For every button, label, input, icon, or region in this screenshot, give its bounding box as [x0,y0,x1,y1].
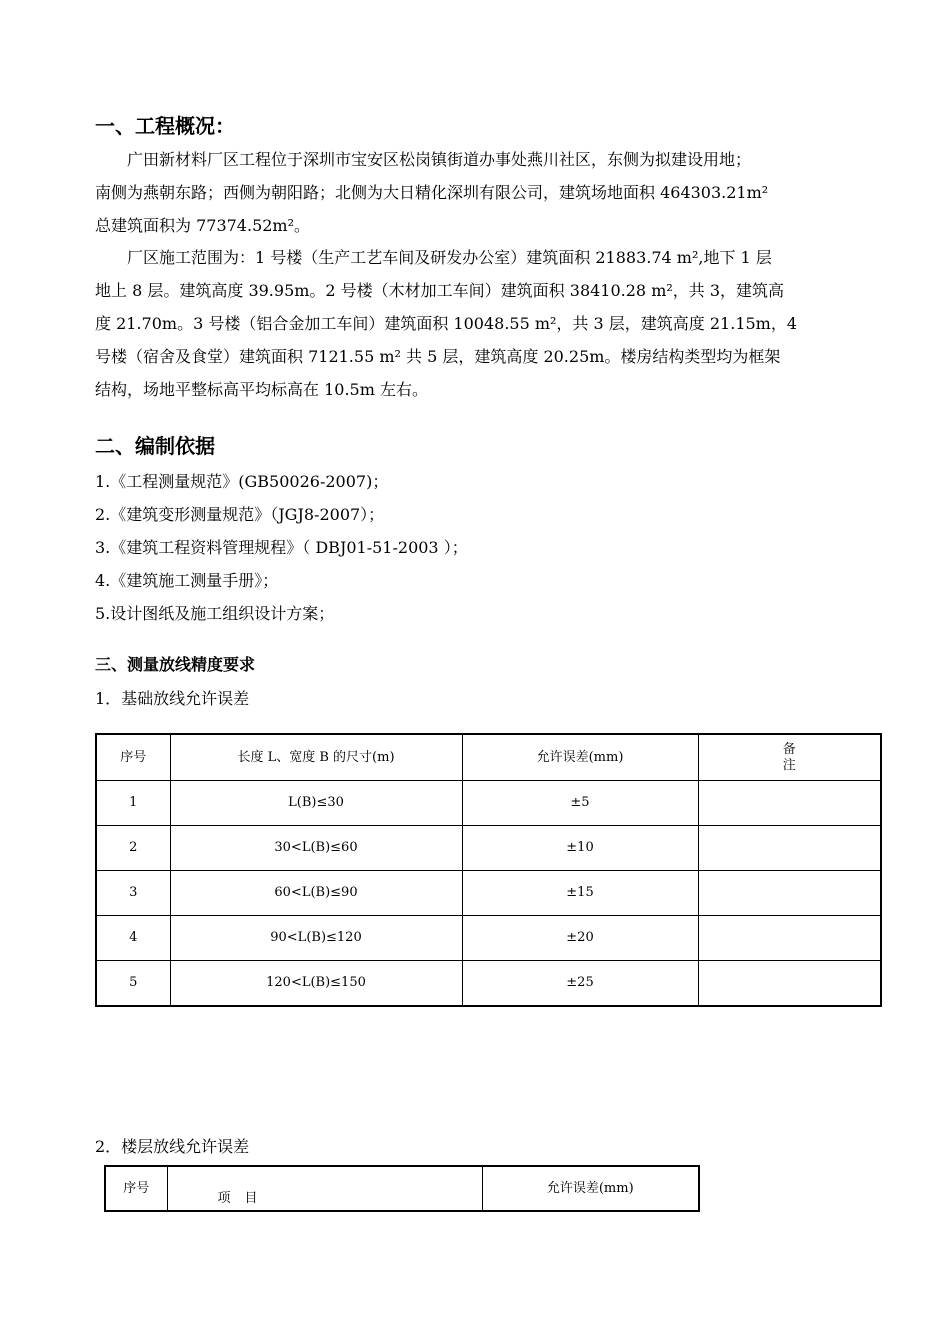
header-dimension: 长度 L、宽度 B 的尺寸(m) [170,734,462,781]
header-tolerance: 允许误差(mm) [482,1166,699,1211]
cell-dimension: 60<L(B)≤90 [170,871,462,916]
cell-tolerance: ±25 [462,961,698,1007]
cell-index: 2 [96,826,170,871]
overview-paragraph-1 [95,143,768,242]
header-tolerance: 允许误差(mm) [462,734,698,781]
basis-item-3: 3.《建筑工程资料管理规程》（ DBJ01-51-2003 ）； [95,538,468,557]
header-remarks-line-1: 备 [782,741,796,757]
foundation-tolerance-table [95,733,882,1007]
cell-dimension: 30<L(B)≤60 [170,826,462,871]
header-index: 序号 [105,1166,167,1211]
header-remarks-line-2: 注 [782,757,796,773]
subheading-foundation-tolerance: 1．基础放线允许误差 [95,689,250,708]
cell-index: 1 [96,781,170,826]
table-header-row [96,734,881,781]
table-row [96,826,881,871]
header-item [167,1166,482,1211]
table-row [96,916,881,961]
header-item-label: 项目 [217,1191,272,1206]
header-index: 序号 [96,734,170,781]
cell-tolerance: ±15 [462,871,698,916]
floor-tolerance-table [104,1165,700,1212]
cell-remarks [698,916,881,961]
subheading-floor-tolerance: 2．楼层放线允许误差 [95,1137,250,1156]
cell-remarks [698,871,881,916]
cell-tolerance: ±10 [462,826,698,871]
table-header-row [105,1166,699,1211]
table-row [96,871,881,916]
cell-index: 4 [96,916,170,961]
cell-dimension: 120<L(B)≤150 [170,961,462,1007]
basis-item-4: 4.《建筑施工测量手册》； [95,571,279,590]
cell-tolerance: ±20 [462,916,698,961]
paragraph-line: 广田新材料厂区工程位于深圳市宝安区松岗镇街道办事处燕川社区，东侧为拟建设用地； [127,150,752,169]
cell-index: 3 [96,871,170,916]
basis-item-2: 2.《建筑变形测量规范》（JGJ8-2007）； [95,505,385,524]
cell-tolerance: ±5 [462,781,698,826]
basis-item-5: 5.设计图纸及施工组织设计方案； [95,604,335,623]
paragraph-line: 南侧为燕朝东路；西侧为朝阳路；北侧为大日精化深圳有限公司，建筑场地面积 464303.21m² [95,183,769,202]
cell-remarks [698,826,881,871]
paragraph-line: 结构，场地平整标高平均标高在 10.5m 左右。 [95,380,428,399]
table-row [96,961,881,1007]
cell-dimension: L(B)≤30 [170,781,462,826]
overview-paragraph-2 [95,241,797,406]
section-1-heading: 一、工程概况： [95,114,235,138]
cell-dimension: 90<L(B)≤120 [170,916,462,961]
section-3-heading: 三、测量放线精度要求 [95,655,256,674]
paragraph-line: 厂区施工范围为：1 号楼（生产工艺车间及研发办公室）建筑面积 21883.74 m²,地下 1 层 [127,248,772,267]
header-remarks [698,734,881,781]
section-2-heading: 二、编制依据 [95,434,215,458]
table-row [96,781,881,826]
cell-remarks [698,781,881,826]
paragraph-line: 号楼（宿舍及食堂）建筑面积 7121.55 m² 共 5 层，建筑高度 20.25m。楼房结构类型均为框架 [95,347,781,366]
paragraph-line: 总建筑面积为 77374.52m²。 [95,216,311,235]
cell-index: 5 [96,961,170,1007]
basis-item-1: 1.《工程测量规范》(GB50026-2007)； [95,472,389,491]
cell-remarks [698,961,881,1007]
paragraph-line: 度 21.70m。3 号楼（铝合金加工车间）建筑面积 10048.55 m²，共 3 层，建筑高度 21.15m，4 [95,314,798,333]
paragraph-line: 地上 8 层。建筑高度 39.95m。2 号楼（木材加工车间）建筑面积 38410.28 m²，共 3，建筑高 [95,281,785,300]
